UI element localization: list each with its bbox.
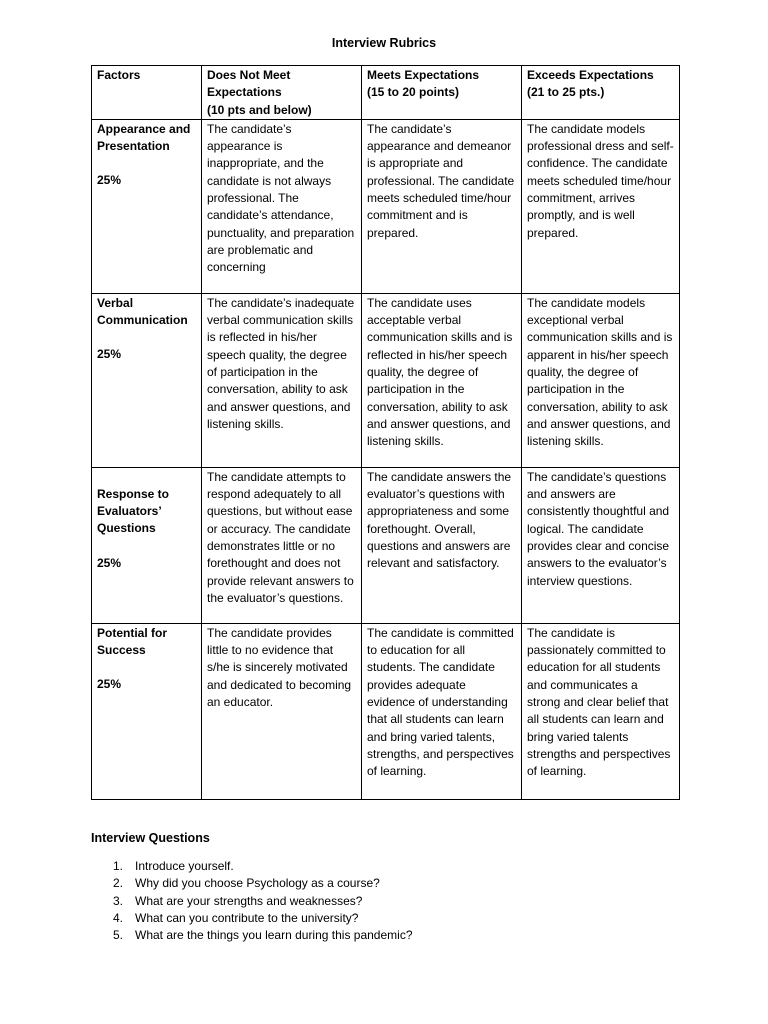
question-number: 4. bbox=[113, 910, 124, 925]
factor-spacer bbox=[97, 469, 196, 486]
factor-name: Potential for Success bbox=[97, 625, 168, 658]
header-line: Meets Expectations bbox=[367, 68, 480, 82]
table-row bbox=[92, 467, 680, 623]
exceeds-cell: The candidate models exceptional verbal communication skills and is apparent in his/her speech quality, the degree of participation in the conversation, ability to ask and answer questions, and listening skills. bbox=[522, 293, 680, 467]
questions-list bbox=[91, 858, 711, 944]
header-line: (15 to 20 points) bbox=[367, 85, 460, 100]
header-factors bbox=[92, 66, 202, 120]
meets-cell: The candidate uses acceptable verbal communication skills and is reflected in his/her speech quality, the degree of participation in the conversation, ability to ask and answer questions, and listening skills. bbox=[362, 293, 522, 467]
question-text: What can you contribute to the university? bbox=[135, 910, 359, 925]
table-header-row bbox=[92, 66, 680, 120]
questions-title: Interview Questions bbox=[91, 831, 210, 845]
header-line: Exceeds Expectations bbox=[527, 68, 654, 82]
question-text: What are the things you learn during this pandemic? bbox=[135, 928, 413, 943]
does-not-meet-cell: The candidate provides little to no evidence that s/he is sincerely motivated and dedicated to becoming an educator. bbox=[202, 623, 362, 799]
question-text: What are your strengths and weaknesses? bbox=[135, 893, 363, 908]
exceeds-cell: The candidate models professional dress and self- confidence. The candidate meets scheduled time/hour commitment, arrives promptly, and is well prepared. bbox=[522, 119, 680, 293]
table-row bbox=[92, 119, 680, 293]
factor-cell bbox=[92, 293, 202, 467]
header-line: Does Not Meet bbox=[207, 68, 291, 82]
factor-name: Verbal Communication bbox=[97, 295, 188, 328]
header-line: (21 to 25 pts.) bbox=[527, 85, 605, 100]
header-line: (10 pts and below) bbox=[207, 102, 312, 117]
factor-weight: 25% bbox=[97, 347, 122, 362]
table-row bbox=[92, 623, 680, 799]
factor-cell bbox=[92, 119, 202, 293]
table-row bbox=[92, 293, 680, 467]
interview-questions-section bbox=[91, 830, 711, 944]
factor-cell bbox=[92, 623, 202, 799]
header-line: Factors bbox=[97, 68, 141, 82]
factor-name: Response to Evaluators’ Questions bbox=[97, 486, 170, 536]
header-meets bbox=[362, 66, 522, 120]
list-item bbox=[91, 927, 711, 944]
factor-weight: 25% bbox=[97, 677, 122, 692]
question-number: 1. bbox=[113, 859, 124, 873]
question-number: 2. bbox=[113, 876, 124, 891]
list-item bbox=[91, 875, 711, 892]
does-not-meet-cell: The candidate’s inadequate verbal communication skills is reflected in his/her speech quality, the degree of participation in the conversation, ability to ask and answer questions, and listening skills. bbox=[202, 293, 362, 467]
header-line: Expectations bbox=[207, 85, 282, 100]
list-item bbox=[91, 910, 711, 927]
factor-cell bbox=[92, 467, 202, 623]
does-not-meet-cell: The candidate attempts to respond adequately to all questions, but without ease or accuracy. The candidate demonstrates little or no forethought and does not provide relevant answers to the evaluator’s questions. bbox=[202, 467, 362, 623]
question-number: 3. bbox=[113, 893, 124, 908]
header-exceeds bbox=[522, 66, 680, 120]
does-not-meet-cell: The candidate’s appearance is inappropriate, and the candidate is not always professional. The candidate’s attendance, punctuality, and preparation are problematic and concerning bbox=[202, 119, 362, 293]
exceeds-cell: The candidate is passionately committed to education for all students and communicates a strong and clear belief that all students can learn and bring varied talents strengths and perspectives of learning. bbox=[522, 623, 680, 799]
question-text: Why did you choose Psychology as a course? bbox=[135, 876, 380, 891]
page-title: Interview Rubrics bbox=[331, 36, 437, 50]
rubric-table bbox=[91, 65, 680, 800]
meets-cell: The candidate’s appearance and demeanor is appropriate and professional. The candidate meets scheduled time/hour commitment and is prepared. bbox=[362, 119, 522, 293]
factor-name: Appearance and Presentation bbox=[97, 121, 191, 154]
meets-cell: The candidate answers the evaluator’s questions with appropriateness and some forethought. Overall, questions and answers are relevant and satisfactory. bbox=[362, 467, 522, 623]
header-does-not-meet bbox=[202, 66, 362, 120]
factor-weight: 25% bbox=[97, 173, 122, 188]
question-number: 5. bbox=[113, 928, 124, 943]
exceeds-cell: The candidate’s questions and answers are consistently thoughtful and logical. The candidate provides clear and concise answers to the evaluator’s interview questions. bbox=[522, 467, 680, 623]
list-item bbox=[91, 893, 711, 910]
list-item bbox=[91, 858, 711, 875]
factor-weight: 25% bbox=[97, 555, 122, 570]
meets-cell: The candidate is committed to education for all students. The candidate provides adequate evidence of understanding that all students can learn and bring varied talents, strengths, and perspectives of learning. bbox=[362, 623, 522, 799]
question-text: Introduce yourself. bbox=[135, 859, 234, 873]
